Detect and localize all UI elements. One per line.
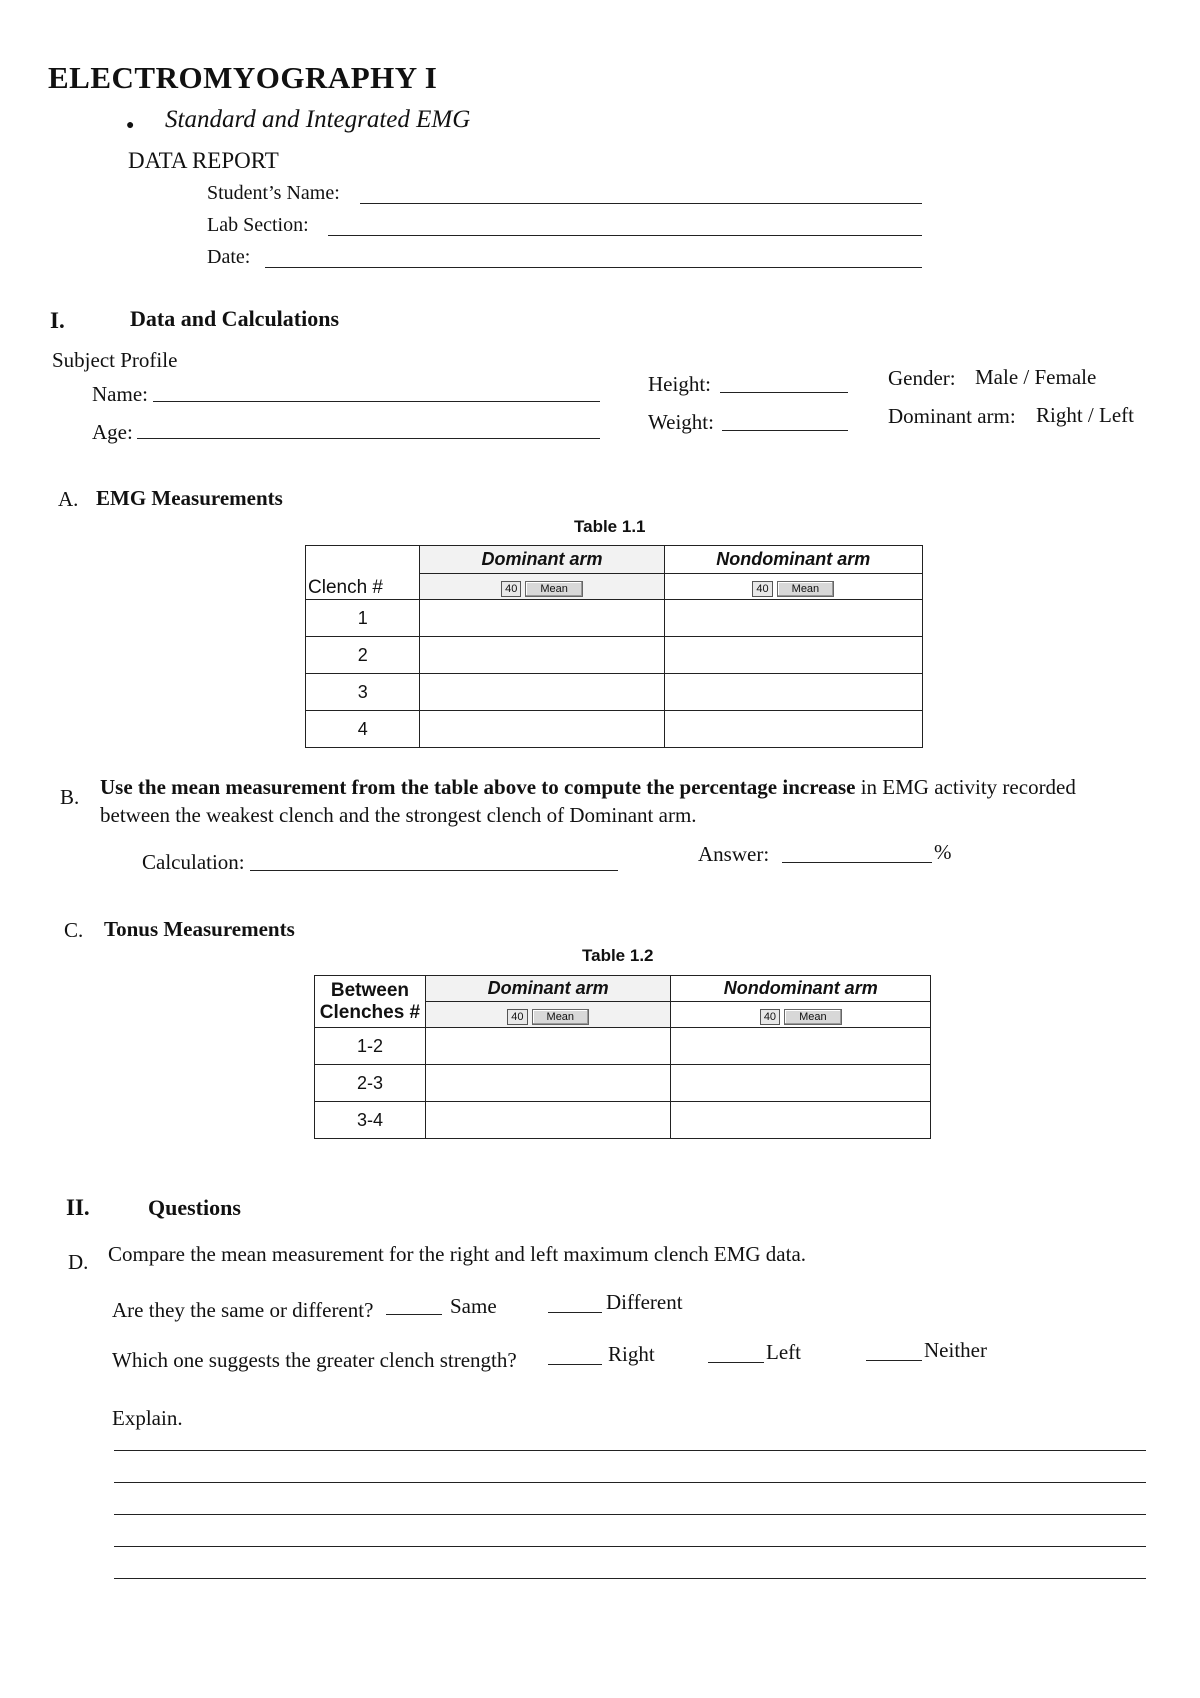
section-2-numeral: II.	[66, 1195, 90, 1220]
channel-box[interactable]: 40	[752, 581, 772, 597]
clench-number: 4	[306, 711, 420, 748]
dominant-cell[interactable]	[420, 637, 664, 674]
section-a-title: EMG Measurements	[96, 486, 283, 510]
dominant-cell[interactable]	[425, 1028, 671, 1065]
section-1-numeral: I.	[50, 308, 65, 333]
student-name-field[interactable]	[360, 203, 922, 204]
subject-name-field[interactable]	[153, 401, 600, 402]
dominant-cell[interactable]	[425, 1065, 671, 1102]
section-c-title: Tonus Measurements	[104, 917, 295, 941]
dominant-cell[interactable]	[425, 1102, 671, 1139]
subject-age-label: Age:	[92, 420, 133, 444]
nondominant-cell[interactable]	[664, 711, 922, 748]
instruction-bold: Use the mean measurement from the table above to compute the percentage increase	[100, 775, 856, 799]
same-option: Same	[450, 1294, 497, 1318]
table-row	[315, 1102, 931, 1139]
weight-label: Weight:	[648, 410, 714, 434]
date-field[interactable]	[265, 267, 922, 268]
dominant-cell[interactable]	[420, 600, 664, 637]
section-b-letter: B.	[60, 785, 80, 809]
same-blank[interactable]	[386, 1314, 442, 1315]
right-option: Right	[608, 1342, 655, 1366]
mean-button[interactable]: Mean	[784, 1009, 842, 1025]
table-row	[315, 1028, 931, 1065]
answer-field[interactable]	[782, 862, 932, 863]
clench-number: 1	[306, 600, 420, 637]
table-row	[315, 1065, 931, 1102]
clenches-label: Clenches #	[319, 1001, 421, 1023]
clench-number: 3	[306, 674, 420, 711]
answer-label: Answer:	[698, 842, 770, 866]
dominant-arm-options[interactable]: Right / Left	[1036, 403, 1134, 427]
table-row	[306, 600, 923, 637]
nondominant-measure-control	[664, 574, 922, 600]
gender-options[interactable]: Male / Female	[975, 365, 1097, 389]
mean-button[interactable]: Mean	[777, 581, 835, 597]
different-option: Different	[606, 1290, 683, 1314]
page-title: ELECTROMYOGRAPHY I	[48, 60, 438, 95]
left-option: Left	[766, 1340, 801, 1364]
between-clenches-header	[315, 976, 426, 1028]
section-d-letter: D.	[68, 1250, 89, 1274]
table-1-2-caption: Table 1.2	[582, 946, 654, 965]
explain-line[interactable]	[114, 1546, 1146, 1547]
height-label: Height:	[648, 372, 711, 396]
nondominant-cell[interactable]	[664, 600, 922, 637]
right-blank[interactable]	[548, 1364, 602, 1365]
height-field[interactable]	[720, 392, 848, 393]
calculation-field[interactable]	[250, 870, 618, 871]
neither-option: Neither	[924, 1338, 987, 1362]
subject-profile-label: Subject Profile	[52, 348, 178, 372]
section-d-question: Compare the mean measurement for the right and left maximum clench EMG data.	[108, 1242, 807, 1266]
explain-label: Explain.	[112, 1406, 183, 1430]
lab-section-field[interactable]	[328, 235, 922, 236]
greater-strength-question: Which one suggests the greater clench strength?	[112, 1348, 517, 1372]
different-blank[interactable]	[548, 1312, 602, 1313]
table-1-1	[305, 545, 923, 748]
table-row	[306, 711, 923, 748]
bullet-icon: ●	[126, 118, 135, 133]
percent-sign: %	[934, 840, 952, 864]
section-c-letter: C.	[64, 918, 84, 942]
section-1-title: Data and Calculations	[130, 306, 340, 331]
explain-line[interactable]	[114, 1578, 1146, 1579]
nondominant-cell[interactable]	[671, 1028, 931, 1065]
gender-label: Gender:	[888, 366, 956, 390]
subject-age-field[interactable]	[137, 438, 600, 439]
dominant-measure-control	[420, 574, 664, 600]
dominant-arm-header: Dominant arm	[420, 546, 664, 574]
channel-box[interactable]: 40	[760, 1009, 780, 1025]
section-a-letter: A.	[58, 487, 79, 511]
weight-field[interactable]	[722, 430, 848, 431]
table-1-1-caption: Table 1.1	[574, 517, 646, 536]
explain-line[interactable]	[114, 1482, 1146, 1483]
subject-name-label: Name:	[92, 382, 148, 406]
mean-button[interactable]: Mean	[525, 581, 583, 597]
nondominant-measure-control	[671, 1002, 931, 1028]
table-1-2	[314, 975, 931, 1139]
section-b-instruction-line2: between the weakest clench and the strongest clench of Dominant arm.	[100, 803, 697, 827]
dominant-cell[interactable]	[420, 711, 664, 748]
calculation-label: Calculation:	[142, 850, 245, 874]
explain-line[interactable]	[114, 1514, 1146, 1515]
nondominant-cell[interactable]	[671, 1065, 931, 1102]
clench-number: 2	[306, 637, 420, 674]
subtitle: Standard and Integrated EMG	[165, 106, 471, 133]
nondominant-cell[interactable]	[671, 1102, 931, 1139]
table-row	[306, 637, 923, 674]
data-report-label: DATA REPORT	[128, 148, 279, 173]
explain-line[interactable]	[114, 1450, 1146, 1451]
neither-blank[interactable]	[866, 1360, 922, 1361]
channel-box[interactable]: 40	[501, 581, 521, 597]
date-label: Date:	[207, 246, 251, 268]
left-blank[interactable]	[708, 1362, 764, 1363]
clench-interval: 3-4	[315, 1102, 426, 1139]
clench-header: Clench #	[306, 546, 420, 600]
dominant-measure-control	[425, 1002, 671, 1028]
student-name-label: Student’s Name:	[207, 182, 340, 204]
between-label: Between	[330, 979, 410, 1001]
nondominant-cell[interactable]	[664, 637, 922, 674]
section-b-instruction	[100, 775, 1140, 800]
channel-box[interactable]: 40	[507, 1009, 527, 1025]
clench-interval: 2-3	[315, 1065, 426, 1102]
clench-interval: 1-2	[315, 1028, 426, 1065]
same-or-different-question: Are they the same or different?	[112, 1298, 374, 1322]
dominant-arm-label: Dominant arm:	[888, 404, 1016, 428]
instruction-rest: in EMG activity recorded	[855, 775, 1076, 799]
dominant-cell[interactable]	[420, 674, 664, 711]
table-row	[306, 674, 923, 711]
nondominant-cell[interactable]	[664, 674, 922, 711]
nondominant-arm-header: Nondominant arm	[664, 546, 922, 574]
lab-section-label: Lab Section:	[207, 214, 309, 236]
section-2-title: Questions	[148, 1195, 241, 1220]
mean-button[interactable]: Mean	[532, 1009, 590, 1025]
nondominant-arm-header: Nondominant arm	[671, 976, 931, 1002]
dominant-arm-header: Dominant arm	[425, 976, 671, 1002]
